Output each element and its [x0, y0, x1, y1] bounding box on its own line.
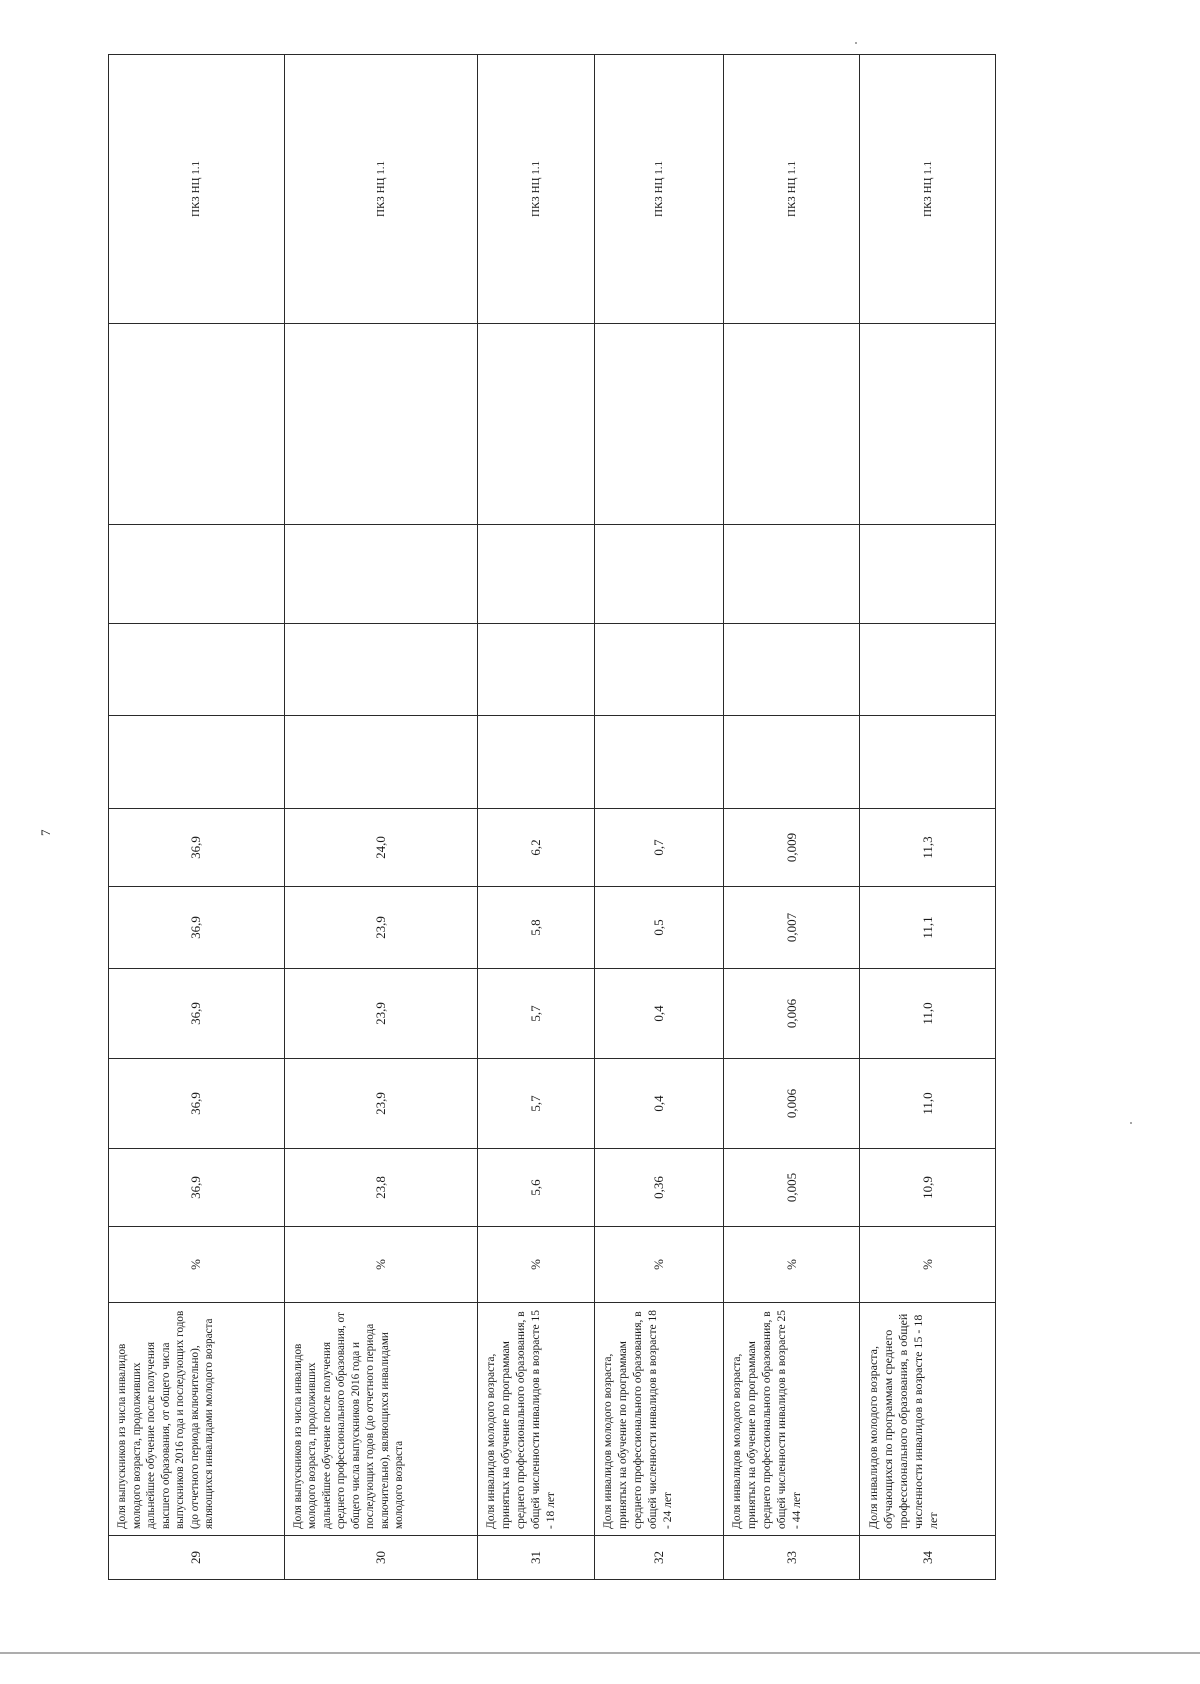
indicator-name: Доля инвалидов молодого возраста, принятых на обучение по программам среднего профессионального образования, в общей численности инвалидов в возрасте 18 - 24 лет: [594, 1303, 723, 1536]
value-cell: 5,8: [477, 887, 594, 969]
value-cell: [723, 624, 860, 716]
value-cell: 0,36: [594, 1149, 723, 1227]
value-cell: 0,006: [723, 1059, 860, 1149]
value-cell: 0,006: [723, 969, 860, 1059]
value-cell: [594, 324, 723, 525]
value-cell: [860, 624, 996, 716]
value-cell: 23,8: [284, 1149, 477, 1227]
unit-cell: %: [109, 1227, 285, 1303]
value-cell: [860, 525, 996, 624]
indicator-table: [108, 54, 996, 1580]
value-cell: 23,9: [284, 887, 477, 969]
table-row: [477, 55, 594, 1580]
value-cell: 5,7: [477, 969, 594, 1059]
value-cell: [477, 324, 594, 525]
value-cell: 11,0: [860, 1059, 996, 1149]
row-number: 31: [477, 1536, 594, 1580]
value-cell: 0,009: [723, 809, 860, 887]
value-cell: 36,9: [109, 1149, 285, 1227]
value-cell: 23,9: [284, 969, 477, 1059]
table-row: [109, 55, 285, 1580]
row-number: 29: [109, 1536, 285, 1580]
value-cell: 11,1: [860, 887, 996, 969]
value-cell: 11,0: [860, 969, 996, 1059]
row-number: 32: [594, 1536, 723, 1580]
value-cell: 24,0: [284, 809, 477, 887]
value-cell: 36,9: [109, 809, 285, 887]
unit-cell: %: [284, 1227, 477, 1303]
value-cell: [477, 624, 594, 716]
indicator-name: Доля инвалидов молодого возраста, принятых на обучение по программам среднего профессионального образования, в общей численности инвалидов в возрасте 25 - 44 лет: [723, 1303, 860, 1536]
unit-cell: %: [477, 1227, 594, 1303]
value-cell: [594, 525, 723, 624]
note-cell: ПКЗ НЦ 1.1: [109, 55, 285, 324]
unit-cell: %: [594, 1227, 723, 1303]
value-cell: 36,9: [109, 969, 285, 1059]
value-cell: 6,2: [477, 809, 594, 887]
table-row: [284, 55, 477, 1580]
unit-cell: %: [723, 1227, 860, 1303]
value-cell: [723, 716, 860, 809]
scan-speck: [1130, 1122, 1132, 1124]
value-cell: [284, 324, 477, 525]
value-cell: [284, 716, 477, 809]
value-cell: [109, 624, 285, 716]
value-cell: [477, 525, 594, 624]
indicator-name: Доля инвалидов молодого возраста, обучающихся по программам среднего профессионального образования, в общей численности инвалидов в возрасте 15 - 18 лет: [860, 1303, 996, 1536]
value-cell: 23,9: [284, 1059, 477, 1149]
indicator-name: Доля выпускников из числа инвалидов молодого возраста, продолживших дальнейшее обучение после получения высшего образования, от общего числа выпускников 2016 года и последующих годов (до отчетного периода включительно), являющихся инвалидами молодого возраста: [109, 1303, 285, 1536]
note-cell: ПКЗ НЦ 1.1: [723, 55, 860, 324]
value-cell: 5,6: [477, 1149, 594, 1227]
table-row: [594, 55, 723, 1580]
table-container: [108, 155, 996, 1580]
value-cell: 0,005: [723, 1149, 860, 1227]
value-cell: [860, 324, 996, 525]
table-row: [860, 55, 996, 1580]
indicator-name: Доля выпускников из числа инвалидов молодого возраста, продолживших дальнейшее обучение после получения среднего профессионального образования, от общего числа выпускников 2016 года и последующих годов (до отчетного периода включительно), являющихся инвалидами молодого возраста: [284, 1303, 477, 1536]
value-cell: 0,7: [594, 809, 723, 887]
value-cell: 0,4: [594, 969, 723, 1059]
value-cell: [477, 716, 594, 809]
value-cell: [594, 624, 723, 716]
value-cell: [109, 525, 285, 624]
indicator-name: Доля инвалидов молодого возраста, принятых на обучение по программам среднего профессионального образования, в общей численности инвалидов в возрасте 15 - 18 лет: [477, 1303, 594, 1536]
value-cell: [860, 716, 996, 809]
note-cell: ПКЗ НЦ 1.1: [594, 55, 723, 324]
page-number: 7: [38, 829, 53, 836]
value-cell: 36,9: [109, 887, 285, 969]
unit-cell: %: [860, 1227, 996, 1303]
value-cell: 0,4: [594, 1059, 723, 1149]
value-cell: 36,9: [109, 1059, 285, 1149]
row-number: 30: [284, 1536, 477, 1580]
value-cell: [284, 525, 477, 624]
table-row: [723, 55, 860, 1580]
row-number: 33: [723, 1536, 860, 1580]
value-cell: [109, 324, 285, 525]
note-cell: ПКЗ НЦ 1.1: [860, 55, 996, 324]
value-cell: 0,007: [723, 887, 860, 969]
value-cell: [284, 624, 477, 716]
value-cell: 11,3: [860, 809, 996, 887]
value-cell: [723, 525, 860, 624]
value-cell: [723, 324, 860, 525]
note-cell: ПКЗ НЦ 1.1: [477, 55, 594, 324]
row-number: 34: [860, 1536, 996, 1580]
value-cell: 10,9: [860, 1149, 996, 1227]
scan-edge-line: [0, 1652, 1200, 1654]
value-cell: 5,7: [477, 1059, 594, 1149]
scan-speck: [855, 42, 857, 44]
value-cell: [594, 716, 723, 809]
value-cell: [109, 716, 285, 809]
value-cell: 0,5: [594, 887, 723, 969]
note-cell: ПКЗ НЦ 1.1: [284, 55, 477, 324]
